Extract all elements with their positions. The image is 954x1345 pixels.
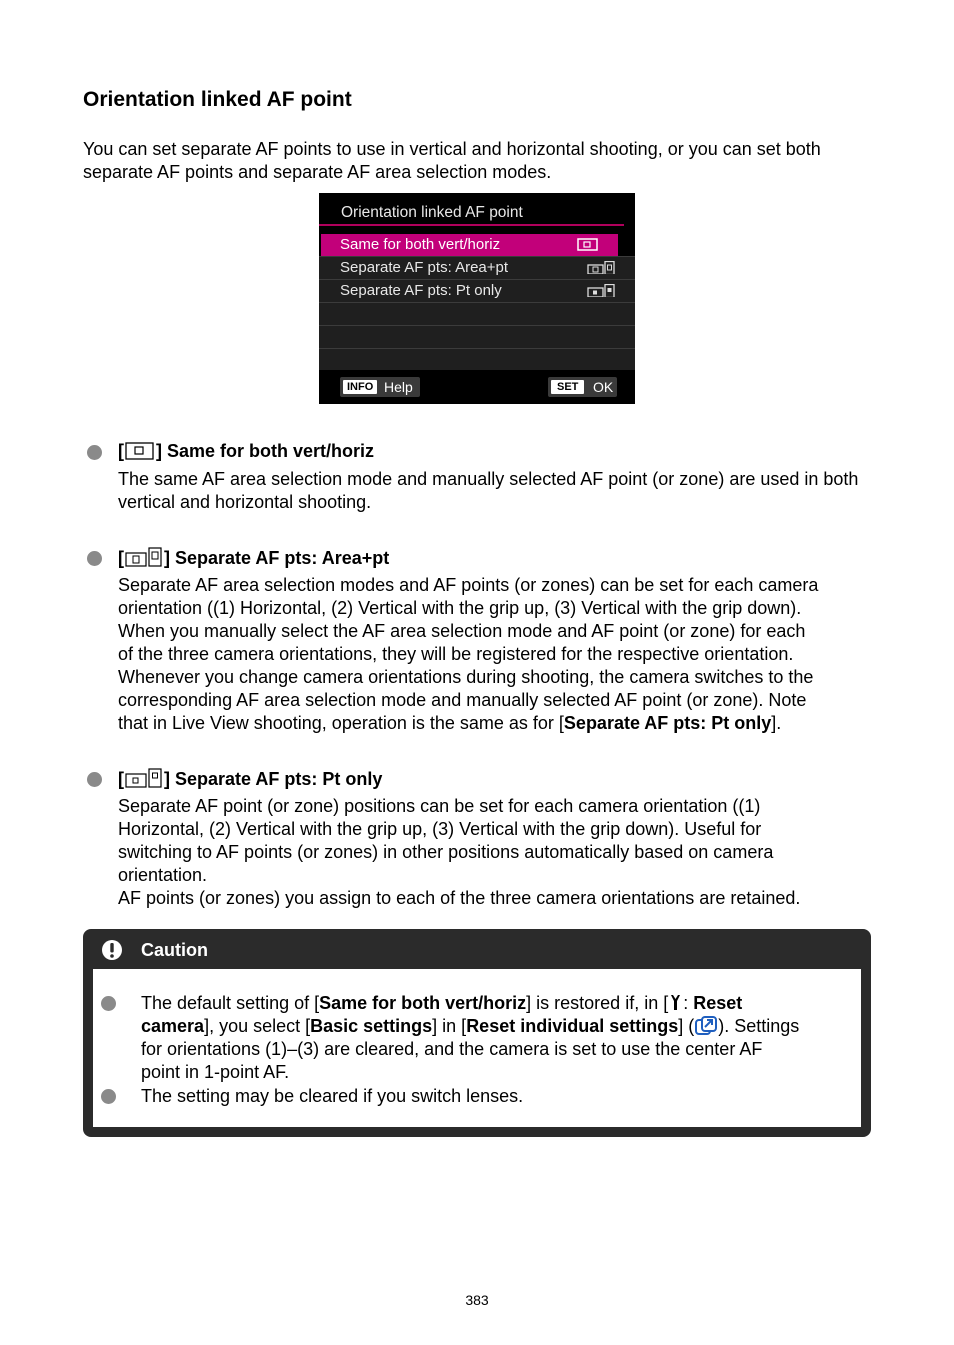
menu-item-label: Separate AF pts: Area+pt: [340, 259, 509, 276]
bullet-dot: [101, 1089, 116, 1104]
text-run: that in Live View shooting, operation is the same as for [: [118, 713, 564, 733]
bullet-heading-area-pt: [ ] Separate AF pts: Area+pt: [118, 548, 390, 568]
bullet-dot: [87, 551, 102, 566]
pt-only-icon: [587, 284, 615, 297]
body-line: of the three camera orientations, they will be registered for the respective orientation.: [118, 644, 794, 664]
bullet-heading-same: [ ] Same for both vert/horiz: [118, 441, 375, 461]
menu-reference: Reset: [693, 993, 743, 1013]
set-tag: SET: [551, 380, 584, 394]
single-frame-icon: [577, 238, 599, 251]
ok-label: OK: [593, 379, 614, 395]
area-pt-icon: [125, 547, 163, 567]
info-tag: INFO: [343, 380, 377, 394]
bullet-dot: [87, 445, 102, 460]
warning-icon: [101, 939, 123, 961]
menu-empty-row: [319, 349, 635, 370]
text-run: ] (: [678, 1016, 695, 1036]
menu-empty-row: [319, 326, 635, 348]
caution-line: [141, 1015, 851, 1038]
text-run: ). Settings: [718, 1016, 800, 1036]
body-line: Horizontal, (2) Vertical with the grip up, (3) Vertical with the grip down). Useful for: [118, 819, 762, 839]
body-line: orientation ((1) Horizontal, (2) Vertical with the grip up, (3) Vertical with the grip down).: [118, 598, 802, 618]
body-line: Whenever you change camera orientations during shooting, the camera switches to the: [118, 667, 814, 687]
text-run: The default setting of [: [141, 993, 320, 1013]
caution-box: [83, 929, 871, 1137]
bullet-heading-label: Separate AF pts: Pt only: [175, 769, 383, 789]
caution-heading: Caution: [141, 940, 208, 960]
bullet-dot: [101, 996, 116, 1011]
body-line: switching to AF points (or zones) in other positions automatically based on camera: [118, 842, 774, 862]
menu-item-pt-only[interactable]: [319, 280, 635, 302]
body-line: orientation.: [118, 865, 208, 885]
text-run: :: [683, 993, 694, 1013]
text-run: ] is restored if, in [: [526, 993, 669, 1013]
menu-reference: Basic settings: [310, 1016, 433, 1036]
intro-paragraph: You can set separate AF points to use in vertical and horizontal shooting, or you can set both separate AF points and separate AF area selection modes.: [83, 139, 821, 182]
bullet-body-pt-only: [118, 795, 878, 910]
bullet-body-same: The same AF area selection mode and manually selected AF point (or zone) are used in both vertical and horizontal shooting.: [118, 469, 859, 512]
caution-item-2: The setting may be cleared if you switch lenses.: [141, 1086, 524, 1106]
menu-item-label: Separate AF pts: Pt only: [340, 282, 502, 299]
single-frame-icon: [125, 442, 155, 460]
set-ok-button[interactable]: [548, 377, 617, 397]
body-line: corresponding AF area selection mode and manually selected AF point (or zone). Note: [118, 690, 807, 710]
cross-reference-link-icon[interactable]: [695, 1016, 717, 1036]
menu-empty-row: [319, 303, 635, 325]
text-run: ].: [771, 713, 782, 733]
menu-reference: Same for both vert/horiz: [319, 993, 527, 1013]
text-run: ] in [: [432, 1016, 467, 1036]
bullet-heading-pt-only: [ ] Separate AF pts: Pt only: [118, 769, 383, 789]
caution-line: [141, 992, 851, 1015]
info-help-button[interactable]: [340, 377, 420, 397]
menu-item-area-pt[interactable]: [319, 257, 635, 279]
caution-line: for orientations (1)–(3) are cleared, and the camera is set to use the center AF: [141, 1039, 763, 1059]
bullet-dot: [87, 772, 102, 787]
text-run: ], you select [: [204, 1016, 311, 1036]
caution-content: [93, 969, 861, 1127]
pt-only-icon: [125, 768, 163, 788]
body-line-last: [118, 712, 878, 735]
menu-reference: camera: [141, 1016, 205, 1036]
body-line: Separate AF area selection modes and AF points (or zones) can be set for each camera: [118, 575, 819, 595]
menu-item-same-for-both[interactable]: [321, 234, 618, 256]
screen-title: Orientation linked AF point: [341, 204, 523, 221]
body-line: Separate AF point (or zone) positions can be set for each camera orientation ((1): [118, 796, 761, 816]
bullet-heading-label: Separate AF pts: Area+pt: [175, 548, 390, 568]
menu-reference: Reset individual settings: [466, 1016, 679, 1036]
page-number: 383: [465, 1292, 489, 1308]
caution-item-1: [141, 992, 851, 1084]
menu-reference: Separate AF pts: Pt only: [563, 713, 772, 733]
bullet-heading-label: Same for both vert/horiz: [167, 441, 375, 461]
camera-menu-screen: [319, 193, 635, 404]
wrench-icon: [669, 994, 682, 1012]
bullet-body-area-pt: [118, 574, 878, 735]
page-title: Orientation linked AF point: [83, 88, 352, 111]
screen-title-rule: [319, 224, 624, 226]
help-label: Help: [384, 379, 413, 395]
menu-item-label: Same for both vert/horiz: [340, 236, 501, 253]
area-pt-icon: [587, 261, 615, 274]
body-line: AF points (or zones) you assign to each of the three camera orientations are retained.: [118, 888, 801, 908]
body-line: When you manually select the AF area selection mode and AF point (or zone) for each: [118, 621, 806, 641]
caution-line: point in 1-point AF.: [141, 1062, 290, 1082]
